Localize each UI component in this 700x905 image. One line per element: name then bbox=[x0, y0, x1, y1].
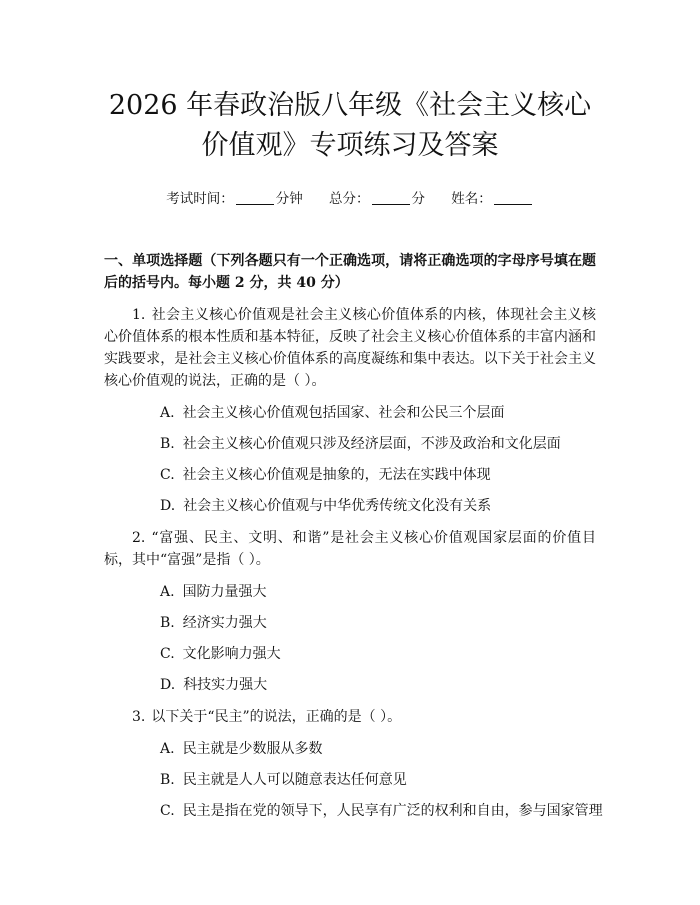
option-text: 民主就是少数服从多数 bbox=[182, 741, 323, 757]
option-letter: C. bbox=[160, 646, 175, 662]
option-a bbox=[104, 581, 596, 603]
option-text: 社会主义核心价值观包括国家、社会和公民三个层面 bbox=[182, 405, 505, 421]
option-b bbox=[104, 612, 596, 634]
option-a bbox=[104, 738, 596, 760]
question-2-options bbox=[104, 581, 596, 696]
option-text: 文化影响力强大 bbox=[182, 646, 281, 662]
question-2 bbox=[104, 527, 596, 571]
exam-time-label: 考试时间： bbox=[166, 191, 234, 207]
exam-time-blank bbox=[236, 191, 274, 205]
question-3-options bbox=[104, 738, 603, 822]
option-b bbox=[104, 769, 596, 791]
option-text: 社会主义核心价值观是抽象的，无法在实践中体现 bbox=[182, 467, 491, 483]
option-b bbox=[104, 433, 596, 455]
option-c bbox=[104, 464, 596, 486]
option-letter: A. bbox=[160, 405, 175, 421]
question-number: 3. bbox=[132, 709, 146, 725]
total-score-unit: 分 bbox=[411, 191, 425, 207]
question-text: “富强、民主、文明、和谐”是社会主义核心价值观国家层面的价值目标，其中“富强”是指（ ）。 bbox=[104, 530, 596, 568]
option-letter: C. bbox=[160, 803, 175, 819]
document-title: 2026 年春政治版八年级《社会主义核心价值观》专项练习及答案 bbox=[108, 90, 592, 161]
exam-time-unit: 分钟 bbox=[275, 191, 303, 207]
option-c bbox=[104, 643, 596, 665]
exam-time bbox=[166, 190, 303, 208]
question-1-options bbox=[104, 402, 596, 517]
option-d bbox=[104, 674, 596, 696]
option-a bbox=[104, 402, 596, 424]
student-name-label: 姓名： bbox=[451, 191, 492, 207]
student-name-blank bbox=[494, 191, 532, 205]
option-d bbox=[104, 495, 596, 517]
student-name bbox=[451, 190, 534, 208]
section-title: 一、单项选择题（下列各题只有一个正确选项，请将正确选项的字母序号填在题后的括号内。每小题 2 分，共 40 分） bbox=[104, 253, 596, 291]
question-3 bbox=[104, 706, 596, 728]
option-text: 民主就是人人可以随意表达任何意见 bbox=[182, 772, 407, 788]
option-text: 社会主义核心价值观与中华优秀传统文化没有关系 bbox=[183, 498, 492, 514]
question-text: 社会主义核心价值观是社会主义核心价值体系的内核，体现社会主义核心价值体系的根本性质和基本特征，反映了社会主义核心价值体系的丰富内涵和实践要求，是社会主义核心价值体系的高度凝练和集中表达。以下关于社会主义核心价值观的说法，正确的是（ ）。 bbox=[104, 307, 596, 389]
total-score bbox=[329, 190, 425, 208]
option-letter: B. bbox=[160, 772, 175, 788]
option-letter: D. bbox=[160, 498, 176, 514]
option-letter: A. bbox=[160, 741, 175, 757]
option-letter: C. bbox=[160, 467, 175, 483]
question-number: 1. bbox=[132, 307, 146, 323]
exam-meta bbox=[104, 190, 596, 208]
question-number: 2. bbox=[132, 530, 146, 546]
question-1 bbox=[104, 304, 596, 392]
option-letter: B. bbox=[160, 615, 175, 631]
option-text: 科技实力强大 bbox=[183, 677, 268, 693]
option-letter: D. bbox=[160, 677, 176, 693]
option-text: 民主是指在党的领导下，人民享有广泛的权利和自由，参与国家管理 bbox=[182, 803, 603, 819]
question-text: 以下关于“民主”的说法，正确的是（ ）。 bbox=[151, 709, 402, 725]
total-score-blank bbox=[372, 191, 410, 205]
option-c bbox=[104, 800, 603, 822]
option-letter: A. bbox=[160, 584, 175, 600]
option-letter: B. bbox=[160, 436, 175, 452]
option-text: 国防力量强大 bbox=[182, 584, 267, 600]
total-score-label: 总分： bbox=[329, 191, 370, 207]
option-text: 经济实力强大 bbox=[182, 615, 267, 631]
option-text: 社会主义核心价值观只涉及经济层面，不涉及政治和文化层面 bbox=[182, 436, 561, 452]
